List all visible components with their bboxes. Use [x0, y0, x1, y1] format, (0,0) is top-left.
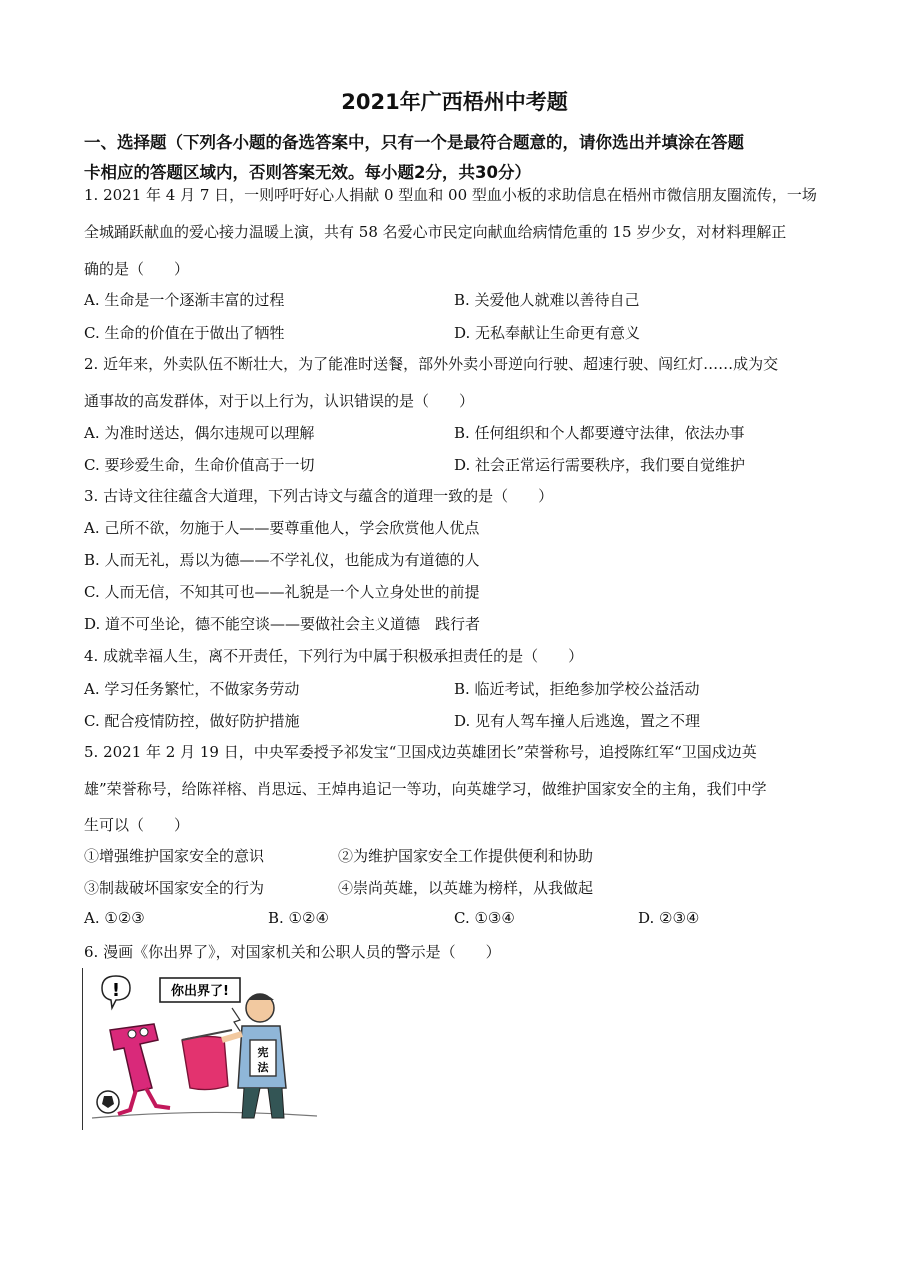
q5-option-d: D. ②③④ — [638, 909, 700, 927]
q5-option-c: C. ①③④ — [454, 909, 515, 927]
q2-option-d: D. 社会正常运行需要秩序，我们要自觉维护 — [454, 456, 746, 474]
cartoon-image — [82, 968, 332, 1130]
sign-text: 你出界了! — [171, 984, 229, 999]
q5-statement-4: ④崇尚英雄，以英雄为榜样，从我做起 — [338, 879, 594, 897]
section-heading — [84, 128, 824, 188]
page-title: 2021年广西梧州中考题 — [341, 90, 568, 114]
man-hair — [248, 994, 274, 1000]
q4-option-b: B. 临近考试，拒绝参加学校公益活动 — [454, 680, 700, 698]
q2-option-a: A. 为准时送达，偶尔违规可以理解 — [84, 424, 315, 442]
q1-option-b: B. 关爱他人就难以善待自己 — [454, 291, 640, 309]
q1-stem-line-1: 1. 2021 年 4 月 7 日，一则呼吁好心人捐献 0 型血和 00 型血小板的求助信息在梧州市微信朋友圈流传，一场 — [84, 186, 817, 204]
q1-stem-line-3: 确的是（ ） — [84, 260, 190, 278]
q4-option-c: C. 配合疫情防控，做好防护措施 — [84, 712, 300, 730]
q3-option-c: C. 人而无信，不知其可也——礼貌是一个人立身处世的前提 — [84, 583, 480, 601]
motion-marks — [232, 1008, 242, 1034]
q1-option-a: A. 生命是一个逐渐丰富的过程 — [84, 291, 285, 309]
q2-option-b: B. 任何组织和个人都要遵守法律，依法办事 — [454, 424, 745, 442]
q2-option-c: C. 要珍爱生命，生命价值高于一切 — [84, 456, 315, 474]
character-eye-2 — [140, 1028, 148, 1036]
character-leg-2 — [146, 1088, 170, 1108]
q5-statement-1: ①增强维护国家安全的意识 — [84, 847, 265, 865]
q5-stem-line-1: 5. 2021 年 2 月 19 日，中央军委授予祁发宝“卫国戍边英雄团长”荣誉称号，追授陈红军“卫国戍边英 — [84, 743, 757, 761]
badge-text-1: 宪 — [257, 1046, 269, 1059]
q1-stem-line-2: 全城踊跃献血的爱心接力温暖上演，共有 58 名爱心市民定向献血给病情危重的 15 岁少女，对材料理解正 — [84, 223, 787, 241]
q5-option-b: B. ①②④ — [268, 909, 329, 927]
q5-stem-line-2: 雄”荣誉称号，给陈祥榕、肖思远、王焯冉追记一等功，向英雄学习，做维护国家安全的主角，我们中学 — [84, 780, 767, 798]
man-arm — [222, 1034, 242, 1040]
q5-stem-line-3: 生可以（ ） — [84, 816, 190, 834]
q4-option-d: D. 见有人驾车撞人后逃逸，置之不理 — [454, 712, 701, 730]
red-flag — [182, 1036, 228, 1089]
q5-statement-2: ②为维护国家安全工作提供便利和协助 — [338, 847, 594, 865]
q4-option-a: A. 学习任务繁忙，不做家务劳动 — [84, 680, 300, 698]
section-heading-line-1: 一、选择题（下列各小题的备选答案中，只有一个是最符合题意的，请你选出并填涂在答题 — [84, 133, 744, 152]
q3-option-d: D. 道不可坐论，德不能空谈——要做社会主义道德 践行者 — [84, 615, 481, 633]
q5-statement-3: ③制裁破坏国家安全的行为 — [84, 879, 265, 897]
q3-option-b: B. 人而无礼，焉以为德——不学礼仪，也能成为有道德的人 — [84, 551, 480, 569]
q1-option-d: D. 无私奉献让生命更有意义 — [454, 324, 641, 342]
exclaim-text: ! — [111, 980, 121, 1001]
q2-stem-line-1: 2. 近年来，外卖队伍不断壮大，为了能准时送餐，部外外卖小哥逆向行驶、超速行驶、闯红灯……成为交 — [84, 355, 779, 373]
badge-text-2: 法 — [257, 1061, 269, 1074]
q1-option-c: C. 生命的价值在于做出了牺牲 — [84, 324, 285, 342]
q3-stem: 3. 古诗文往往蕴含大道理，下列古诗文与蕴含的道理一致的是（ ） — [84, 487, 554, 505]
character-eye — [128, 1030, 136, 1038]
q5-option-a: A. ①②③ — [84, 909, 145, 927]
q2-stem-line-2: 通事故的高发群体，对于以上行为，认识错误的是（ ） — [84, 392, 475, 410]
q4-stem: 4. 成就幸福人生，离不开责任，下列行为中属于积极承担责任的是（ ） — [84, 647, 584, 665]
section-heading-line-2: 卡相应的答题区域内，否则答案无效。每小题2分，共30分） — [84, 163, 531, 182]
q3-option-a: A. 己所不欲，勿施于人——要尊重他人，学会欣赏他人优点 — [84, 519, 480, 537]
character-leg — [118, 1090, 136, 1114]
q6-stem: 6. 漫画《你出界了》，对国家机关和公职人员的警示是（ ） — [84, 943, 501, 961]
